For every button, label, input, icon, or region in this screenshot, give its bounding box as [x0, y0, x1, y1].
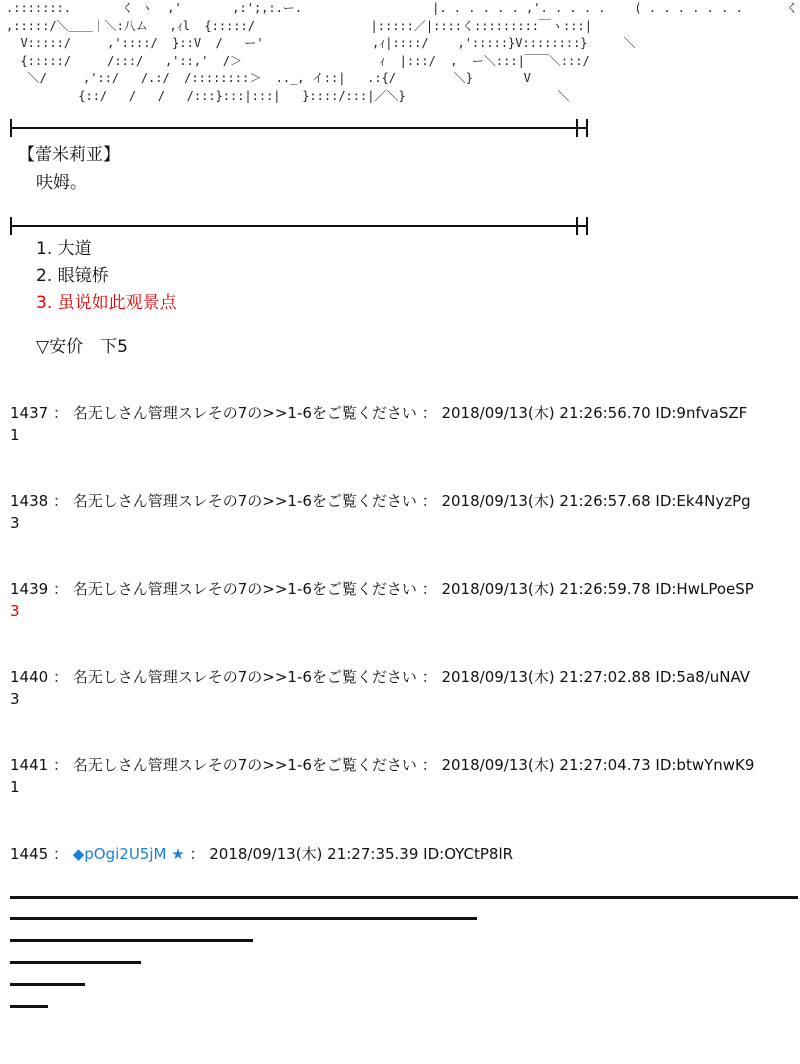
- rule-tick: [576, 217, 578, 235]
- op-post-header: 1445 ： ◆pOgi2U5jM ★ ： 2018/09/13(木) 21:27:35.39 ID:OYCtP8lR: [10, 845, 514, 863]
- post-header: 1441 ： 名无しさん管理スレその7の>>1-6をご覧ください ： 2018/09/13(木) 21:27:04.73 ID:btwYnwK9: [10, 756, 755, 774]
- post-id[interactable]: ID:OYCtP8lR: [423, 845, 514, 863]
- post-body: 1: [10, 426, 20, 444]
- choice-item: 1. 大道: [36, 239, 92, 259]
- post-number[interactable]: 1437: [10, 404, 49, 422]
- choice-item-highlighted: 3. 虽说如此观景点: [36, 293, 177, 313]
- post-id[interactable]: ID:Ek4NyzPg: [655, 492, 751, 510]
- post-number[interactable]: 1445: [10, 845, 49, 863]
- ascii-art-line: ＼/ ,'::/ /.:/ /::::::::＞ .._, イ::| .:{/ ＼} V: [6, 71, 531, 85]
- speaker-name: 【蕾米莉亚】: [18, 145, 120, 165]
- post-date: 2018/09/13(木) 21:26:59.78: [441, 580, 651, 598]
- rule-tick: [576, 119, 578, 137]
- divider-bar: [10, 896, 798, 899]
- post-id[interactable]: ID:5a8/uNAV: [655, 668, 751, 686]
- post-number[interactable]: 1438: [10, 492, 49, 510]
- divider-bar: [10, 917, 477, 920]
- post-body: 1: [10, 778, 20, 796]
- ascii-art-line: {:::::/ /:::/ ,'::,' /＞ ｨ |:::/ , ー＼:::|￣￣＼:::/: [6, 53, 590, 68]
- poster-name: 名无しさん管理スレその7の>>1-6をご覧ください: [72, 580, 417, 598]
- post-body: 3: [10, 690, 20, 708]
- speaker-line: 呋姆。: [36, 173, 87, 193]
- post-date: 2018/09/13(木) 21:27:35.39: [209, 845, 419, 863]
- poster-name: 名无しさん管理スレその7の>>1-6をご覧ください: [72, 492, 417, 510]
- rule-tick: [586, 217, 588, 235]
- rule-tick: [586, 119, 588, 137]
- poster-name: 名无しさん管理スレその7の>>1-6をご覧ください: [72, 756, 417, 774]
- divider-bar: [10, 961, 141, 964]
- ascii-art: [6, 0, 798, 105]
- post-id[interactable]: ID:btwYnwK9: [655, 756, 755, 774]
- post-header: 1438 ： 名无しさん管理スレその7の>>1-6をご覧ください ： 2018/09/13(木) 21:26:57.68 ID:Ek4NyzPg: [10, 492, 751, 510]
- post-number[interactable]: 1440: [10, 668, 49, 686]
- ascii-art-line: ,:::::/＼＿＿｜＼:八ム ,ｨl {:::::/ |:::::／|::::く:::::::::￣ヽ:::|: [6, 18, 592, 33]
- poster-name: 名无しさん管理スレその7の>>1-6をご覧ください: [72, 668, 417, 686]
- frame-rule-bottom: [10, 225, 588, 227]
- frame-rule-top: [10, 127, 588, 129]
- rule-tick: [10, 217, 12, 235]
- post-number[interactable]: 1441: [10, 756, 49, 774]
- choice-item: 2. 眼镜桥: [36, 266, 109, 286]
- divider-bar: [10, 1005, 48, 1008]
- post-number[interactable]: 1439: [10, 580, 49, 598]
- post-header: 1440 ： 名无しさん管理スレその7の>>1-6をご覧ください ： 2018/09/13(木) 21:27:02.88 ID:5a8/uNAV: [10, 668, 751, 686]
- poster-trip[interactable]: ◆pOgi2U5jM ★: [72, 845, 185, 863]
- divider-bar: [10, 983, 85, 986]
- post-date: 2018/09/13(木) 21:27:02.88: [441, 668, 651, 686]
- post-body: 3: [10, 602, 20, 620]
- post-date: 2018/09/13(木) 21:27:04.73: [441, 756, 651, 774]
- post-id[interactable]: ID:9nfvaSZF: [655, 404, 748, 422]
- divider-bar: [10, 939, 253, 942]
- ascii-art-line: {::/ / / /:::}:::|:::| }::::/:::|／＼} ＼: [6, 88, 570, 103]
- anchor-note: ▽安价 下5: [36, 337, 128, 357]
- post-header: 1437 ： 名无しさん管理スレその7の>>1-6をご覧ください ： 2018/09/13(木) 21:26:56.70 ID:9nfvaSZF: [10, 404, 748, 422]
- ascii-art-line: .:::::::. く ヽ ,' ,:';,:.ー. |. . . . . . ,'. . . . . ( . . . . . . . く: [6, 1, 799, 15]
- post-date: 2018/09/13(木) 21:26:56.70: [441, 404, 651, 422]
- post-body: 3: [10, 514, 20, 532]
- poster-name: 名无しさん管理スレその7の>>1-6をご覧ください: [72, 404, 417, 422]
- rule-tick: [10, 119, 12, 137]
- post-date: 2018/09/13(木) 21:26:57.68: [441, 492, 651, 510]
- post-header: 1439 ： 名无しさん管理スレその7の>>1-6をご覧ください ： 2018/09/13(木) 21:26:59.78 ID:HwLPoeSP: [10, 580, 754, 598]
- ascii-art-line: V:::::/ ,'::::/ }::V / ー' ,ｨ|::::/ ,':::::}V::::::::} ＼: [6, 36, 636, 50]
- post-id[interactable]: ID:HwLPoeSP: [655, 580, 754, 598]
